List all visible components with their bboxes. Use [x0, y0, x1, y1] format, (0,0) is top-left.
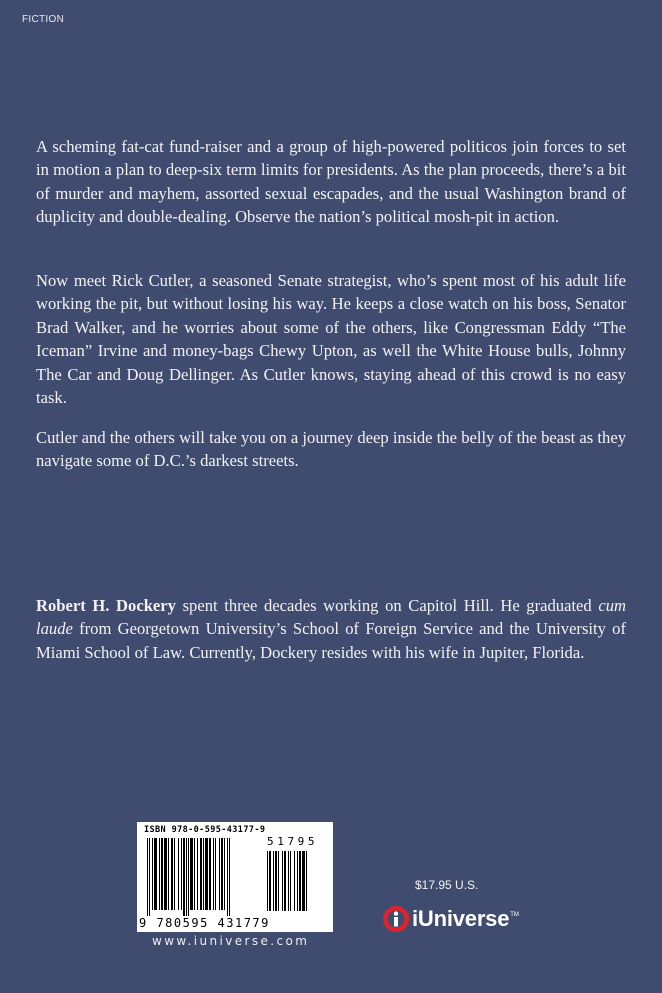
barcode-bar — [203, 838, 204, 910]
barcode-bar — [186, 838, 187, 916]
price-label: $17.95 U.S. — [415, 878, 479, 892]
barcode-bar — [197, 838, 198, 910]
barcode-bar — [284, 851, 286, 911]
barcode-bar — [302, 851, 305, 911]
barcode-bar — [178, 838, 179, 910]
barcode-bar — [299, 851, 301, 911]
iuniverse-logo-icon — [382, 905, 410, 933]
author-bio-latin: cum laude — [36, 595, 626, 639]
barcode-bar — [267, 851, 268, 911]
barcode-price-code: 51795 — [267, 835, 319, 848]
author-bio — [36, 594, 626, 665]
barcode-bar — [278, 851, 279, 911]
barcode-bars-main — [147, 838, 261, 918]
barcode-bar — [159, 838, 160, 910]
blurb-paragraph-2: Now meet Rick Cutler, a seasoned Senate strategist, who’s spent most of his adult life working the pit, but without losing his way. He keeps a close watch on his boss, Senator Brad Walker, and he worries about some of the others, like Congressman Eddy “The Iceman” Irvine and money-bags Chewy Upton, as well the White House bulls, Johnny The Car and Doug Dellinger. As Cutler knows, staying ahead of this crowd is no easy task. — [36, 270, 626, 408]
barcode-bar — [152, 838, 153, 910]
barcode-bar — [213, 838, 214, 910]
barcode-bar — [209, 838, 211, 910]
barcode-bar — [200, 838, 202, 910]
barcode-bar — [215, 838, 216, 910]
barcode-bar — [205, 838, 208, 910]
barcode-bar — [306, 851, 307, 911]
barcode-bar — [227, 838, 228, 916]
barcode-bar — [294, 851, 295, 911]
barcode-bar — [224, 838, 225, 910]
barcode-bar — [273, 851, 274, 911]
barcode — [137, 822, 333, 932]
barcode-bar — [194, 838, 195, 910]
author-bio-text-1: spent three decades working on Capitol Hill. He graduated — [175, 595, 599, 615]
barcode-bar — [188, 838, 189, 916]
publisher-website: www.iuniverse.com — [152, 934, 310, 948]
publisher-name: iUniverse — [412, 906, 510, 931]
blurb-paragraph-1: A scheming fat-cat fund-raiser and a group of high-powered politicos join forces to set in motion a plan to deep-six term limits for presidents. As the plan proceeds, there’s a bit of murder and mayhem, assorted sexual escapades, and the usual Washington brand of duplicity and double-dealing. Observe the nation’s political mosh-pit in action. — [36, 136, 626, 227]
barcode-bar — [171, 838, 173, 910]
barcode-bar — [297, 851, 298, 911]
barcode-bar — [149, 838, 150, 916]
barcode-bar — [164, 838, 167, 910]
barcode-bar — [221, 838, 223, 910]
barcode-bar — [147, 838, 148, 916]
blurb-paragraph-3: Cutler and the others will take you on a journey deep inside the belly of the beast as they navigate some of D.C.’s darkest streets. — [36, 427, 626, 471]
barcode-bar — [190, 838, 193, 910]
isbn-label: ISBN 978-0-595-43177-9 — [144, 825, 266, 835]
barcode-bar — [161, 838, 163, 910]
barcode-bar — [154, 838, 157, 910]
barcode-bar — [183, 838, 185, 916]
barcode-bar — [181, 838, 182, 910]
barcode-digits: 9 780595 431779 — [139, 916, 270, 930]
genre-label: FICTION — [22, 14, 65, 25]
barcode-bar — [168, 838, 169, 910]
publisher-logo — [382, 903, 519, 935]
barcode-bar — [290, 851, 291, 911]
barcode-bar — [282, 851, 283, 911]
barcode-bar — [269, 851, 271, 911]
author-name: Robert H. Dockery — [36, 595, 176, 615]
barcode-bar — [174, 838, 175, 910]
publisher-trademark: TM — [510, 912, 519, 918]
barcode-bar — [275, 851, 277, 911]
barcode-bar — [219, 838, 220, 910]
author-bio-text-2: from Georgetown University’s School of Foreign Service and the University of Miami School of Law. Currently, Dockery resides with his wife in Jupiter, Florida. — [36, 619, 626, 662]
barcode-bar — [288, 851, 289, 911]
barcode-bar — [229, 838, 230, 916]
barcode-bars-addon — [267, 851, 327, 917]
